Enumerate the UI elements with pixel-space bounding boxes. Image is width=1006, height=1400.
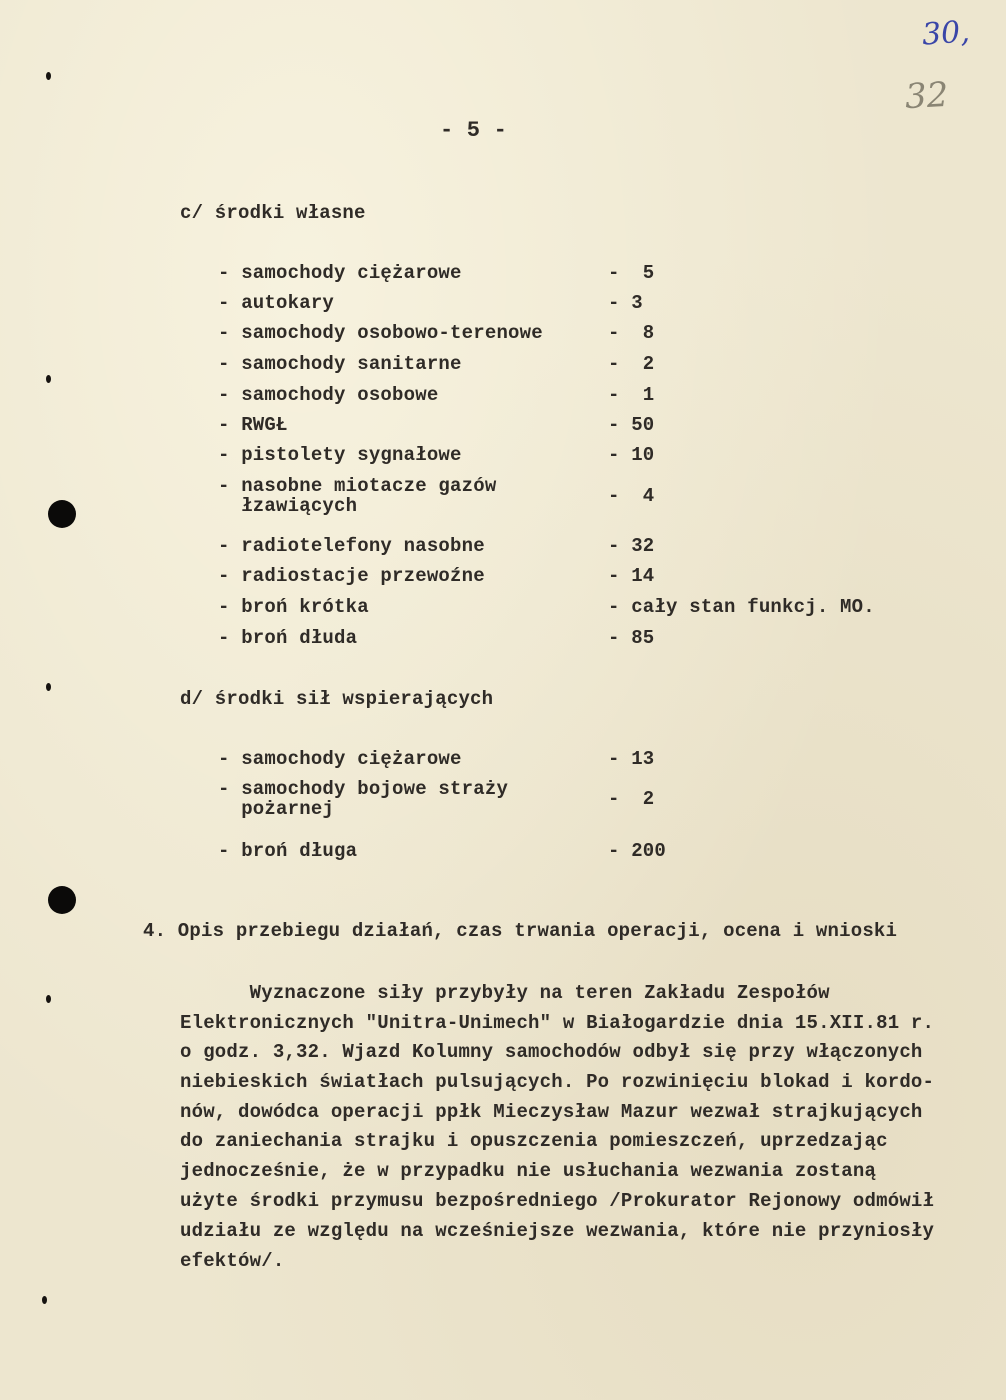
list-item-value: - 32 xyxy=(608,535,655,557)
ink-speck xyxy=(46,375,51,383)
list-item-value: - 1 xyxy=(608,384,655,406)
section-4-heading: 4. Opis przebiegu działań, czas trwania operacji, ocena i wnioski xyxy=(143,920,898,942)
list-item-value: - 10 xyxy=(608,444,655,466)
paragraph-line: udziału ze względu na wcześniejsze wezwania, które nie przyniosły xyxy=(180,1220,935,1242)
list-item-value: - 3 xyxy=(608,292,643,314)
list-item-value: - 200 xyxy=(608,840,667,862)
list-item-label: - samochody ciężarowe xyxy=(218,748,462,770)
punch-hole xyxy=(48,500,76,528)
list-item-value: - 5 xyxy=(608,262,655,284)
paragraph-line: użyte środki przymusu bezpośredniego /Prokurator Rejonowy odmówił xyxy=(180,1190,935,1212)
list-item-label: - broń krótka xyxy=(218,596,369,618)
list-item-value: - 50 xyxy=(608,414,655,436)
list-item-label: - samochody osobowo-terenowe xyxy=(218,322,543,344)
list-item-value: - 14 xyxy=(608,565,655,587)
list-item-label: - samochody bojowe straży pożarnej xyxy=(218,778,509,820)
paragraph-line: Wyznaczone siły przybyły na teren Zakładu Zespołów xyxy=(180,982,830,1004)
list-item-value: - 13 xyxy=(608,748,655,770)
list-item-label: - samochody sanitarne xyxy=(218,353,462,375)
list-item-value: - 4 xyxy=(608,485,655,507)
ink-speck xyxy=(46,995,51,1003)
paragraph-line: niebieskich światłach pulsujących. Po rozwinięciu blokad i kordo- xyxy=(180,1071,935,1093)
punch-hole xyxy=(48,886,76,914)
folio-number-pencil: 32 xyxy=(903,74,950,118)
page-number: - 5 - xyxy=(440,118,508,143)
list-item-label: - radiostacje przewoźne xyxy=(218,565,485,587)
paragraph-line: jednocześnie, że w przypadku nie usłuchania wezwania zostaną xyxy=(180,1160,877,1182)
list-item-value: - 2 xyxy=(608,788,655,810)
list-item-value: - 2 xyxy=(608,353,655,375)
list-item-label: - autokary xyxy=(218,292,335,314)
list-item-value: - 85 xyxy=(608,627,655,649)
section-c-heading: c/ środki własne xyxy=(180,202,366,224)
section-d-heading: d/ środki sił wspierających xyxy=(180,688,494,710)
ink-speck xyxy=(42,1296,47,1304)
paragraph-line: efektów/. xyxy=(180,1250,285,1272)
paragraph-line: nów, dowódca operacji ppłk Mieczysław Mazur wezwał strajkujących xyxy=(180,1101,923,1123)
ink-speck xyxy=(46,72,51,80)
list-item-value: - 8 xyxy=(608,322,655,344)
list-item-label: - RWGŁ xyxy=(218,414,288,436)
list-item-label: - samochody osobowe xyxy=(218,384,439,406)
paragraph-line: do zaniechania strajku i opuszczenia pomieszczeń, uprzedzając xyxy=(180,1130,888,1152)
paragraph-line: o godz. 3,32. Wjazd Kolumny samochodów odbył się przy włączonych xyxy=(180,1041,923,1063)
list-item-label: - radiotelefony nasobne xyxy=(218,535,485,557)
list-item-label: - broń długa xyxy=(218,840,358,862)
paragraph-line: Elektronicznych "Unitra-Unimech" w Białogardzie dnia 15.XII.81 r. xyxy=(180,1012,935,1034)
list-item-value: - cały stan funkcj. MO. xyxy=(608,596,875,618)
list-item-label: - pistolety sygnałowe xyxy=(218,444,462,466)
list-item-label: - samochody ciężarowe xyxy=(218,262,462,284)
list-item-label: - broń dłuda xyxy=(218,627,358,649)
folio-number-blue: 30, xyxy=(920,14,971,53)
list-item-label: - nasobne miotacze gazów łzawiących xyxy=(218,475,497,517)
ink-speck xyxy=(46,683,51,691)
